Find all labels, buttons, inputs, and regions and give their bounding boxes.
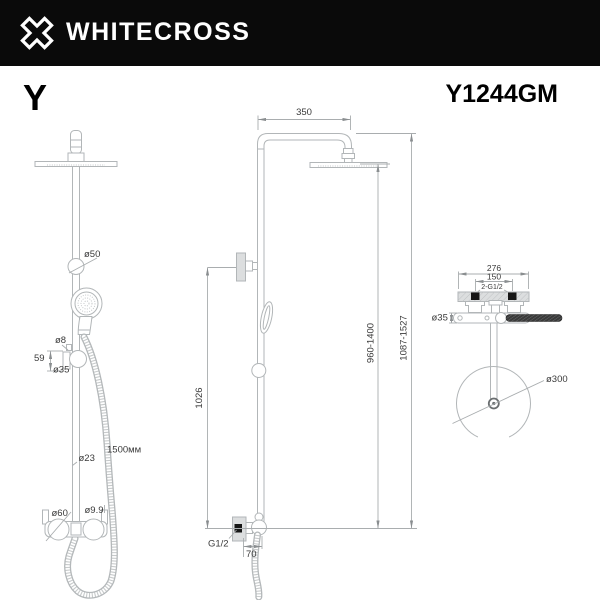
series-letter: Y	[23, 77, 48, 118]
water-inlet-right	[508, 293, 517, 301]
riser-pipe	[73, 167, 80, 529]
water-inlet-left	[471, 293, 480, 301]
dim-arm-width: 350	[296, 107, 312, 118]
dim-pipe-diameter: ø23	[78, 453, 95, 464]
dim-swivel-diameter: ø300	[546, 374, 568, 385]
rain-shower-head-side	[310, 163, 387, 168]
slider-ring	[68, 258, 97, 275]
dim-column-range: 960-1400	[365, 322, 377, 364]
dim-post-diameter: ø9.9	[84, 505, 104, 516]
dim-pin-diameter: ø8	[55, 335, 67, 346]
dim-head-diameter: ø50	[84, 249, 101, 260]
dim-valve-diameter: ø60	[51, 508, 68, 519]
dim-total-range: 1087-1527	[398, 315, 410, 361]
brand-name: WHITECROSS	[66, 17, 251, 46]
top-view-drawing	[432, 263, 568, 437]
dim-inlet-thread: 2-G1/2	[481, 284, 503, 291]
shower-arm-connector	[68, 131, 84, 163]
mixer-connectors-top	[466, 301, 524, 314]
dim-wall-offset: 70	[246, 549, 257, 560]
dim-inlet-spacing: 150	[486, 271, 502, 282]
mixer-handle	[506, 315, 562, 322]
dim-bracket-diameter: ø35	[53, 364, 70, 376]
riser-pipe-side	[258, 149, 265, 528]
mixer-valve-side	[233, 513, 267, 541]
dim-body-width: 276	[486, 263, 502, 273]
side-view-drawing	[194, 107, 417, 597]
dim-thread-size: G1/2	[208, 538, 229, 550]
front-view-drawing	[34, 131, 141, 596]
rain-shower-head	[35, 162, 117, 167]
slider-knob-side	[252, 364, 266, 378]
spout-pipe-top	[491, 323, 498, 399]
dim-hose-length: 1500мм	[107, 444, 142, 456]
dim-bracket-height: 59	[34, 353, 45, 364]
dim-bracket-to-base: 1026	[194, 387, 205, 409]
model-number: Y1244GM	[445, 80, 558, 108]
overhead-arm	[258, 134, 355, 164]
dim-body-diameter: ø35	[431, 312, 448, 324]
wall-bracket	[237, 253, 258, 281]
hose-below-mixer	[255, 535, 259, 597]
